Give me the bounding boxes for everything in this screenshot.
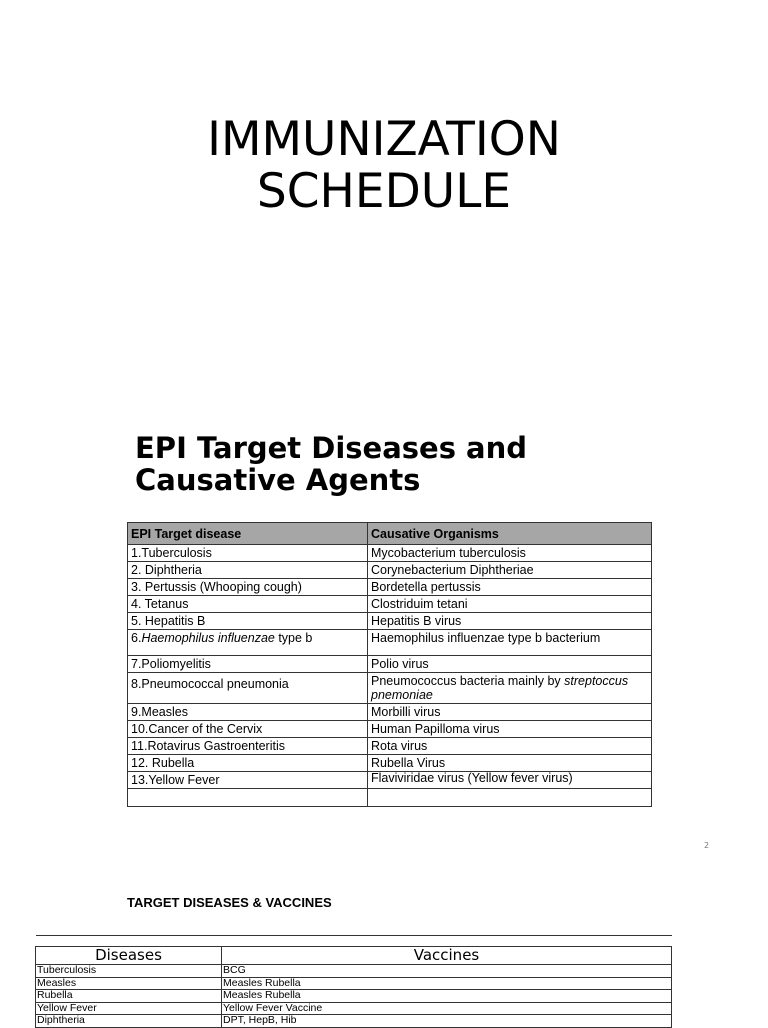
organism-cell: Haemophilus influenzae type b bacterium [368, 630, 652, 656]
vaccine-cell: Measles Rubella [222, 990, 672, 1003]
table-row [36, 1002, 672, 1015]
organism-cell: Corynebacterium Diphtheriae [368, 562, 652, 579]
table-row [128, 704, 652, 721]
disease-cell: 9.Measles [128, 704, 368, 721]
column-header-diseases: Diseases [36, 947, 222, 965]
section-heading-line-1: EPI Target Diseases and [135, 431, 528, 465]
empty-cell [368, 789, 652, 807]
disease-cell: 3. Pertussis (Whooping cough) [128, 579, 368, 596]
disease-suffix: type b [274, 631, 313, 645]
organism-cell [368, 673, 652, 704]
table-row [36, 977, 672, 990]
organism-cell: Polio virus [368, 656, 652, 673]
column-header-vaccines: Vaccines [222, 947, 672, 965]
disease-cell: 12. Rubella [128, 755, 368, 772]
disease-cell: Measles [36, 977, 222, 990]
empty-cell [222, 936, 672, 947]
organism-cell: Clostriduim tetani [368, 596, 652, 613]
table-row [36, 990, 672, 1003]
slide-title [0, 114, 768, 218]
empty-cell [128, 789, 368, 807]
table-row [128, 755, 652, 772]
organism-cell: Bordetella pertussis [368, 579, 652, 596]
page-number: 2 [704, 841, 710, 850]
disease-cell: 10.Cancer of the Cervix [128, 721, 368, 738]
vaccine-cell: Yellow Fever Vaccine [222, 1002, 672, 1015]
epi-diseases-table [127, 522, 652, 807]
vaccines-table [35, 935, 672, 1028]
table-spacer-row [36, 936, 672, 947]
table-row [128, 721, 652, 738]
vaccine-cell: DPT, HepB, Hib [222, 1015, 672, 1028]
disease-cell: Diphtheria [36, 1015, 222, 1028]
disease-cell: 8.Pneumococcal pneumonia [128, 673, 368, 704]
table-header-row [128, 523, 652, 545]
column-header-disease: EPI Target disease [128, 523, 368, 545]
table-row [36, 1015, 672, 1028]
section-heading [135, 432, 655, 496]
organism-cell: Rubella Virus [368, 755, 652, 772]
table-row [128, 613, 652, 630]
organism-cell: Mycobacterium tuberculosis [368, 545, 652, 562]
table-row [128, 579, 652, 596]
vaccine-cell: Measles Rubella [222, 977, 672, 990]
disease-cell: 7.Poliomyelitis [128, 656, 368, 673]
vaccine-cell: BCG [222, 965, 672, 978]
organism-italic-text: streptoccus pnemoniae [371, 674, 629, 702]
vaccines-heading: TARGET DISEASES & VACCINES [127, 895, 332, 910]
disease-cell: 4. Tetanus [128, 596, 368, 613]
table-row [128, 545, 652, 562]
disease-cell [128, 630, 368, 656]
organism-cell: Hepatitis B virus [368, 613, 652, 630]
organism-cell: Human Papilloma virus [368, 721, 652, 738]
empty-cell [36, 936, 222, 947]
table-row [36, 965, 672, 978]
disease-italic-name: Haemophilus influenzae [141, 631, 275, 645]
table-row [128, 656, 652, 673]
disease-number: 6. [131, 631, 142, 645]
organism-cell: Flaviviridae virus (Yellow fever virus) [368, 772, 652, 789]
disease-cell: 11.Rotavirus Gastroenteritis [128, 738, 368, 755]
title-line-2: SCHEDULE [256, 164, 512, 219]
organism-cell: Morbilli virus [368, 704, 652, 721]
organism-cell: Rota virus [368, 738, 652, 755]
table-header-row [36, 947, 672, 965]
table-row-empty [128, 789, 652, 807]
title-line-1: IMMUNIZATION [207, 112, 561, 167]
disease-cell: 1.Tuberculosis [128, 545, 368, 562]
disease-cell: Rubella [36, 990, 222, 1003]
disease-cell: Tuberculosis [36, 965, 222, 978]
table-row [128, 562, 652, 579]
organism-plain-text: Pneumococcus bacteria mainly by [371, 674, 565, 688]
table-row [128, 596, 652, 613]
disease-cell: 2. Diphtheria [128, 562, 368, 579]
table-row [128, 772, 652, 789]
disease-cell: 5. Hepatitis B [128, 613, 368, 630]
disease-cell: 13.Yellow Fever [128, 772, 368, 789]
table-row [128, 673, 652, 704]
column-header-organism: Causative Organisms [368, 523, 652, 545]
section-heading-line-2: Causative Agents [135, 463, 421, 497]
table-row [128, 738, 652, 755]
table-row [128, 630, 652, 656]
disease-cell: Yellow Fever [36, 1002, 222, 1015]
